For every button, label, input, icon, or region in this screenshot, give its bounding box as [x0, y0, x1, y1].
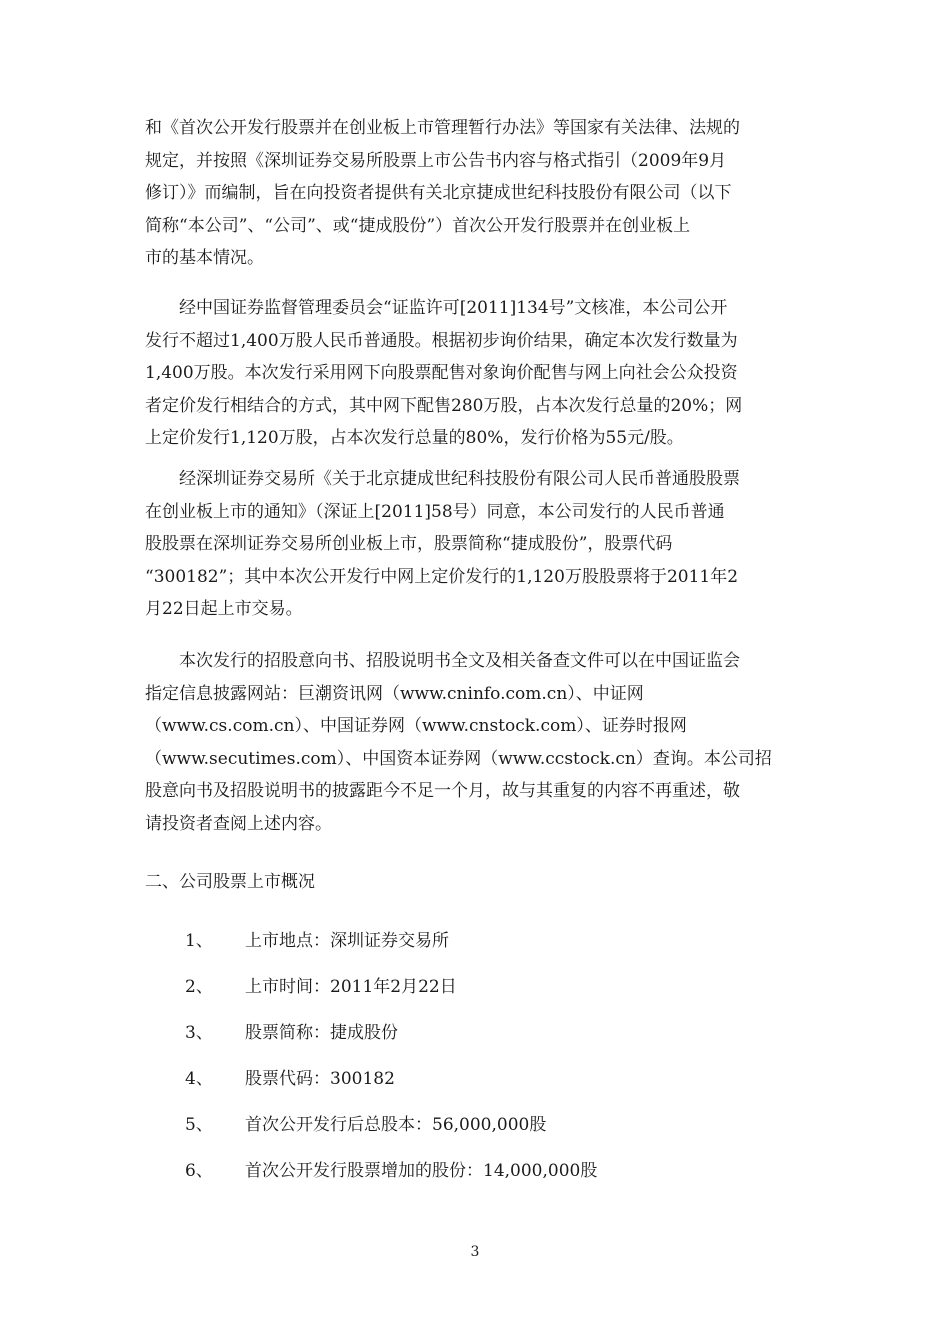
list-item-text: 首次公开发行股票增加的股份：14,000,000股: [245, 1161, 598, 1181]
text-line: 月22日起上市交易。: [145, 599, 303, 619]
list-item-number: 2、: [185, 977, 213, 997]
list-item-number: 5、: [185, 1115, 213, 1135]
paragraph-approval: [145, 292, 825, 455]
list-item-number: 4、: [185, 1069, 213, 1089]
text-line: （www.cs.com.cn）、中国证券网（www.cnstock.com）、证券时报网: [145, 716, 687, 736]
text-line: 请投资者查阅上述内容。: [145, 813, 332, 834]
list-item-number: 1、: [185, 931, 213, 951]
text-line: 发行不超过1,400万股人民币普通股。根据初步询价结果，确定本次发行数量为: [145, 330, 738, 351]
text-line: 本次发行的招股意向书、招股说明书全文及相关备查文件可以在中国证监会: [145, 651, 740, 671]
list-item: [185, 1156, 597, 1181]
text-line: 股意向书及招股说明书的披露距今不足一个月，故与其重复的内容不再重述，敬: [145, 781, 740, 801]
text-line: （www.secutimes.com）、中国资本证券网（www.ccstock.cn）查询。本公司招: [145, 748, 772, 769]
text-line: 经中国证券监督管理委员会“证监许可[2011]134号”文核准，本公司公开: [145, 298, 728, 318]
list-item-number: 3、: [185, 1023, 213, 1043]
list-item: [185, 1064, 395, 1089]
text-line: 市的基本情况。: [145, 248, 264, 268]
list-item: [185, 1110, 546, 1135]
text-line: 股股票在深圳证券交易所创业板上市，股票简称“捷成股份”，股票代码: [145, 534, 673, 554]
text-line: 修订）》而编制，旨在向投资者提供有关北京捷成世纪科技股份有限公司（以下: [145, 183, 732, 203]
section-heading: 二、公司股票上市概况: [145, 872, 315, 892]
list-item: [185, 972, 457, 997]
list-item: [185, 1018, 398, 1043]
text-line: 上定价发行1,120万股，占本次发行总量的80%，发行价格为55元/股。: [145, 428, 684, 448]
text-line: 在创业板上市的通知》（深证上[2011]58号）同意，本公司发行的人民币普通: [145, 501, 725, 522]
paragraph-disclosure: [145, 645, 825, 840]
text-line: 指定信息披露网站：巨潮资讯网（www.cninfo.com.cn）、中证网: [145, 683, 644, 704]
text-line: 规定，并按照《深圳证券交易所股票上市公告书内容与格式指引（2009年9月: [145, 150, 727, 171]
text-line: 和《首次公开发行股票并在创业板上市管理暂行办法》等国家有关法律、法规的: [145, 118, 740, 138]
list-item-text: 上市地点：深圳证券交易所: [245, 931, 449, 951]
list-item: [185, 926, 449, 951]
list-item-text: 股票简称：捷成股份: [245, 1023, 398, 1043]
list-item-text: 股票代码：300182: [245, 1069, 395, 1089]
page-number: 3: [470, 1244, 480, 1260]
list-item-number: 6、: [185, 1161, 213, 1181]
paragraph-intro: [145, 112, 825, 275]
paragraph-listing-notice: [145, 463, 825, 626]
list-item-text: 首次公开发行后总股本：56,000,000股: [245, 1115, 547, 1135]
text-line: 1,400万股。本次发行采用网下向股票配售对象询价配售与网上向社会公众投资: [145, 363, 738, 383]
text-line: 简称“本公司”、“公司”、或“捷成股份”）首次公开发行股票并在创业板上: [145, 215, 691, 236]
text-line: “300182”；其中本次公开发行中网上定价发行的1,120万股股票将于2011年2: [145, 566, 739, 587]
list-item-text: 上市时间：2011年2月22日: [245, 977, 457, 997]
text-line: 经深圳证券交易所《关于北京捷成世纪科技股份有限公司人民币普通股股票: [145, 469, 740, 489]
text-line: 者定价发行相结合的方式，其中网下配售280万股，占本次发行总量的20%；网: [145, 395, 743, 416]
